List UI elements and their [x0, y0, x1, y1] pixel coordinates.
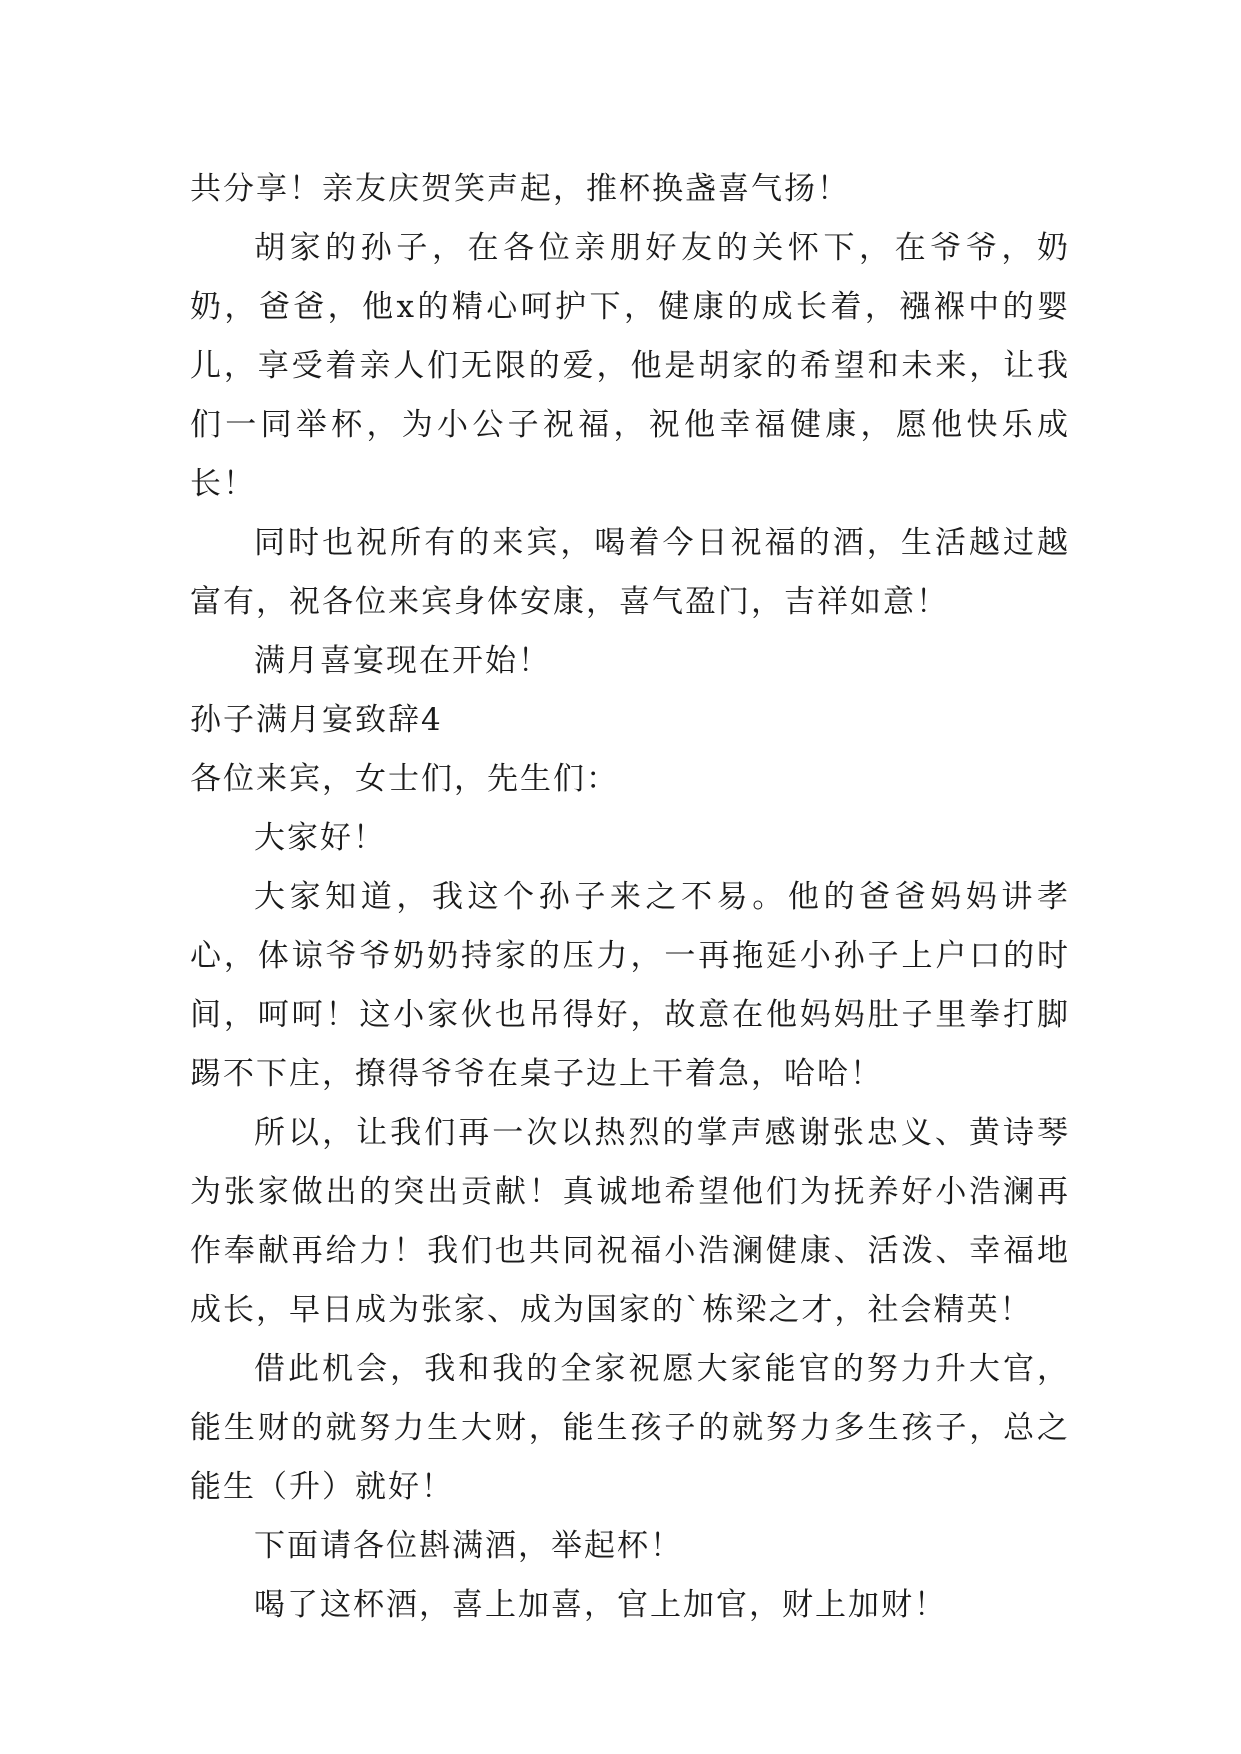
- section-heading: 孙子满月宴致辞4: [190, 702, 443, 738]
- salutation: 各位来宾，女士们，先生们：: [190, 761, 619, 797]
- greeting: 大家好！: [254, 820, 386, 856]
- body-text: [190, 160, 1070, 1635]
- paragraph-8: 大家知道，我这个孙子来之不易。他的爸爸妈妈讲孝心，体谅爷爷奶奶持家的压力，一再拖延小孙子上户口的时间，呵呵！这小家伙也吊得好，故意在他妈妈肚子里拳打脚踢不下庄，撩得爷爷在桌子边上干着急，哈哈！: [190, 879, 1070, 1092]
- paragraph-1: 共分享！亲友庆贺笑声起，推杯换盏喜气扬！: [190, 171, 850, 207]
- paragraph-4: 满月喜宴现在开始！: [254, 643, 551, 679]
- paragraph-12: 喝了这杯酒，喜上加喜，官上加官，财上加财！: [254, 1587, 947, 1623]
- paragraph-11: 下面请各位斟满酒，举起杯！: [254, 1528, 683, 1564]
- paragraph-9: 所以，让我们再一次以热烈的掌声感谢张忠义、黄诗琴为张家做出的突出贡献！真诚地希望他们为抚养好小浩澜再作奉献再给力！我们也共同祝福小浩澜健康、活泼、幸福地成长，早日成为张家、成为国家的`栋梁之才，社会精英！: [190, 1115, 1070, 1328]
- paragraph-2: 胡家的孙子，在各位亲朋好友的关怀下，在爷爷，奶奶，爸爸，他x的精心呵护下，健康的成长着，襁褓中的婴儿，享受着亲人们无限的爱，他是胡家的希望和未来，让我们一同举杯，为小公子祝福，祝他幸福健康，愿他快乐成长！: [190, 230, 1070, 502]
- paragraph-10: 借此机会，我和我的全家祝愿大家能官的努力升大官，能生财的就努力生大财，能生孩子的就努力多生孩子，总之能生（升）就好！: [190, 1351, 1070, 1505]
- paragraph-3: 同时也祝所有的来宾，喝着今日祝福的酒，生活越过越富有，祝各位来宾身体安康，喜气盈门，吉祥如意！: [190, 525, 1070, 620]
